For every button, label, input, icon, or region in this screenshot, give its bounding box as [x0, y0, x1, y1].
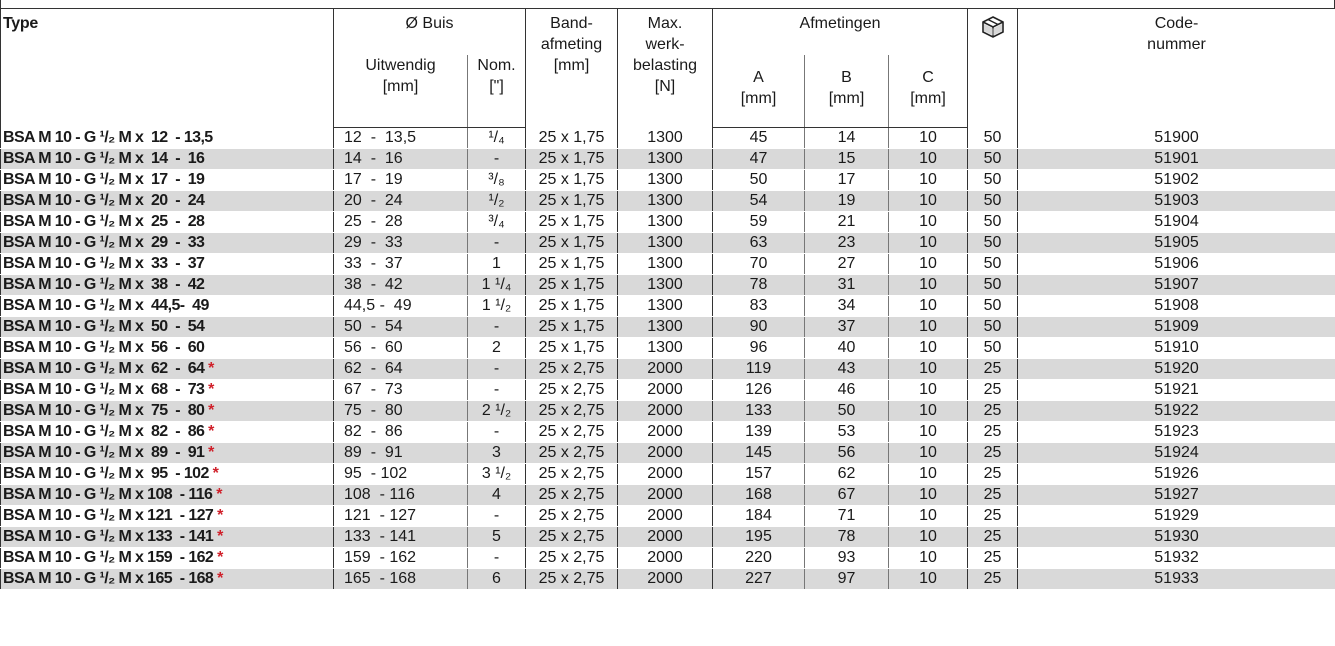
cell-packaging: 50: [968, 149, 1018, 170]
cell-code: 51926: [1018, 464, 1335, 485]
table-row: [1, 443, 1335, 464]
cell-nom: 6: [468, 569, 526, 590]
cell-nom: ¹/₂: [468, 191, 526, 212]
cell-nom: -: [468, 317, 526, 338]
cell-type: BSA M 10 - G ¹/₂ M x 20 - 24: [1, 191, 334, 212]
cell-c: 10: [889, 527, 968, 548]
cell-uitwendig: 44,5 - 49: [334, 296, 468, 317]
cell-type: BSA M 10 - G ¹/₂ M x 82 - 86 *: [1, 422, 334, 443]
note-star: *: [216, 486, 222, 503]
cell-b: 71: [805, 506, 889, 527]
cell-band: 25 x 1,75: [526, 275, 618, 296]
cell-code: 51932: [1018, 548, 1335, 569]
cell-b: 23: [805, 233, 889, 254]
cell-uitwendig: 133 - 141: [334, 527, 468, 548]
cell-packaging: 25: [968, 464, 1018, 485]
cell-band: 25 x 2,75: [526, 569, 618, 590]
cell-nom: -: [468, 380, 526, 401]
cell-type: BSA M 10 - G ¹/₂ M x 33 - 37: [1, 254, 334, 275]
cell-a: 78: [713, 275, 805, 296]
note-star: *: [208, 444, 214, 461]
cell-packaging: 50: [968, 170, 1018, 191]
cell-max-load: 1300: [618, 275, 713, 296]
cell-c: 10: [889, 275, 968, 296]
cell-max-load: 1300: [618, 212, 713, 233]
cell-b: 97: [805, 569, 889, 590]
cell-packaging: 50: [968, 212, 1018, 233]
cell-nom: 4: [468, 485, 526, 506]
table-row: [1, 317, 1335, 338]
cell-max-load: 2000: [618, 548, 713, 569]
cell-a: 96: [713, 338, 805, 359]
note-star: *: [212, 465, 219, 482]
cell-nom: -: [468, 359, 526, 380]
cell-c: 10: [889, 464, 968, 485]
cell-a: 59: [713, 212, 805, 233]
cell-a: 70: [713, 254, 805, 275]
cell-type: BSA M 10 - G ¹/₂ M x 56 - 60: [1, 338, 334, 359]
table-row: [1, 422, 1335, 443]
table-row: [1, 212, 1335, 233]
cell-uitwendig: 12 - 13,5: [334, 128, 468, 149]
cell-max-load: 1300: [618, 254, 713, 275]
cell-a: 126: [713, 380, 805, 401]
cell-type: BSA M 10 - G ¹/₂ M x 133 - 141 *: [1, 527, 334, 548]
cell-c: 10: [889, 296, 968, 317]
cell-band: 25 x 2,75: [526, 401, 618, 422]
cell-nom: 1 ¹/₄: [468, 275, 526, 296]
table-row: [1, 527, 1335, 548]
header-max-load: Max. werk- belasting [N]: [618, 9, 713, 128]
cell-b: 67: [805, 485, 889, 506]
note-star: *: [217, 570, 223, 587]
cell-uitwendig: 67 - 73: [334, 380, 468, 401]
cell-uitwendig: 95 - 102: [334, 464, 468, 485]
cell-uitwendig: 25 - 28: [334, 212, 468, 233]
note-star: *: [208, 423, 214, 440]
cell-max-load: 1300: [618, 296, 713, 317]
note-star: *: [217, 549, 223, 566]
cell-a: 83: [713, 296, 805, 317]
cell-max-load: 2000: [618, 359, 713, 380]
cell-nom: 1: [468, 254, 526, 275]
cell-type: BSA M 10 - G ¹/₂ M x 159 - 162 *: [1, 548, 334, 569]
cell-code: 51933: [1018, 569, 1335, 590]
header-code: Code- nummer: [1018, 9, 1335, 128]
cell-type: BSA M 10 - G ¹/₂ M x 165 - 168 *: [1, 569, 334, 590]
cell-packaging: 25: [968, 422, 1018, 443]
cell-uitwendig: 82 - 86: [334, 422, 468, 443]
cell-nom: 3: [468, 443, 526, 464]
cell-a: 184: [713, 506, 805, 527]
cell-b: 53: [805, 422, 889, 443]
cell-code: 51922: [1018, 401, 1335, 422]
cell-type: BSA M 10 - G ¹/₂ M x 17 - 19: [1, 170, 334, 191]
cell-b: 93: [805, 548, 889, 569]
cell-c: 10: [889, 170, 968, 191]
cell-max-load: 1300: [618, 338, 713, 359]
cell-a: 47: [713, 149, 805, 170]
cell-a: 145: [713, 443, 805, 464]
cell-band: 25 x 1,75: [526, 149, 618, 170]
cell-max-load: 2000: [618, 380, 713, 401]
header-uitwendig: Uitwendig [mm]: [334, 55, 468, 128]
table-row: [1, 170, 1335, 191]
cell-packaging: 25: [968, 380, 1018, 401]
cell-nom: 2 ¹/₂: [468, 401, 526, 422]
cell-uitwendig: 29 - 33: [334, 233, 468, 254]
note-star: *: [208, 360, 214, 377]
cell-c: 10: [889, 149, 968, 170]
table-row: [1, 569, 1335, 590]
cell-packaging: 25: [968, 359, 1018, 380]
cell-code: 51903: [1018, 191, 1335, 212]
cell-max-load: 2000: [618, 443, 713, 464]
table-row: [1, 506, 1335, 527]
cell-uitwendig: 50 - 54: [334, 317, 468, 338]
cell-nom: -: [468, 233, 526, 254]
cell-uitwendig: 75 - 80: [334, 401, 468, 422]
cell-nom: -: [468, 149, 526, 170]
table-row: [1, 464, 1335, 485]
cell-band: 25 x 2,75: [526, 380, 618, 401]
cell-c: 10: [889, 191, 968, 212]
cell-band: 25 x 1,75: [526, 338, 618, 359]
cell-band: 25 x 1,75: [526, 191, 618, 212]
cell-nom: -: [468, 548, 526, 569]
table-row: [1, 296, 1335, 317]
cell-code: 51909: [1018, 317, 1335, 338]
cell-uitwendig: 56 - 60: [334, 338, 468, 359]
cell-band: 25 x 2,75: [526, 359, 618, 380]
table-row: [1, 149, 1335, 170]
cell-band: 25 x 2,75: [526, 506, 618, 527]
cell-type: BSA M 10 - G ¹/₂ M x 12 - 13,5: [1, 128, 334, 149]
cell-c: 10: [889, 212, 968, 233]
cell-packaging: 25: [968, 506, 1018, 527]
table-row: [1, 380, 1335, 401]
cell-c: 10: [889, 569, 968, 590]
cell-code: 51920: [1018, 359, 1335, 380]
cell-packaging: 50: [968, 254, 1018, 275]
cell-nom: 5: [468, 527, 526, 548]
cell-band: 25 x 2,75: [526, 527, 618, 548]
header-buis: Ø Buis: [334, 9, 526, 55]
cell-code: 51900: [1018, 128, 1335, 149]
cell-max-load: 1300: [618, 149, 713, 170]
cell-packaging: 50: [968, 275, 1018, 296]
header-c: C [mm]: [889, 55, 968, 128]
cell-a: 63: [713, 233, 805, 254]
cell-nom: -: [468, 506, 526, 527]
cell-b: 27: [805, 254, 889, 275]
cell-c: 10: [889, 443, 968, 464]
cell-uitwendig: 121 - 127: [334, 506, 468, 527]
cell-b: 34: [805, 296, 889, 317]
cell-packaging: 25: [968, 485, 1018, 506]
product-table: [0, 9, 1335, 590]
cell-c: 10: [889, 506, 968, 527]
cell-a: 195: [713, 527, 805, 548]
table-row: [1, 401, 1335, 422]
table-row: [1, 338, 1335, 359]
cell-type: BSA M 10 - G ¹/₂ M x 50 - 54: [1, 317, 334, 338]
cell-max-load: 1300: [618, 233, 713, 254]
cell-code: 51902: [1018, 170, 1335, 191]
cell-band: 25 x 2,75: [526, 443, 618, 464]
cell-uitwendig: 165 - 168: [334, 569, 468, 590]
note-star: *: [208, 381, 214, 398]
header-packaging: [968, 9, 1018, 128]
table-row: [1, 359, 1335, 380]
table-row: [1, 275, 1335, 296]
note-star: *: [208, 402, 214, 419]
table-row: [1, 128, 1335, 149]
cell-a: 119: [713, 359, 805, 380]
cell-type: BSA M 10 - G ¹/₂ M x 38 - 42: [1, 275, 334, 296]
cell-type: BSA M 10 - G ¹/₂ M x 14 - 16: [1, 149, 334, 170]
cell-type: BSA M 10 - G ¹/₂ M x 68 - 73 *: [1, 380, 334, 401]
cell-band: 25 x 2,75: [526, 422, 618, 443]
cell-c: 10: [889, 485, 968, 506]
cell-max-load: 2000: [618, 422, 713, 443]
cell-nom: 3 ¹/₂: [468, 464, 526, 485]
cell-band: 25 x 1,75: [526, 233, 618, 254]
cell-type: BSA M 10 - G ¹/₂ M x 95 - 102 *: [1, 464, 334, 485]
cell-max-load: 2000: [618, 527, 713, 548]
cell-packaging: 25: [968, 569, 1018, 590]
cell-a: 157: [713, 464, 805, 485]
cell-b: 19: [805, 191, 889, 212]
cell-max-load: 1300: [618, 170, 713, 191]
cell-code: 51910: [1018, 338, 1335, 359]
cell-nom: -: [468, 422, 526, 443]
cell-code: 51927: [1018, 485, 1335, 506]
cell-max-load: 1300: [618, 128, 713, 149]
cell-code: 51901: [1018, 149, 1335, 170]
cell-uitwendig: 108 - 116: [334, 485, 468, 506]
cell-max-load: 2000: [618, 401, 713, 422]
cell-type: BSA M 10 - G ¹/₂ M x 44,5- 49: [1, 296, 334, 317]
cell-band: 25 x 1,75: [526, 212, 618, 233]
cell-code: 51905: [1018, 233, 1335, 254]
cell-b: 15: [805, 149, 889, 170]
cell-c: 10: [889, 128, 968, 149]
cell-code: 51924: [1018, 443, 1335, 464]
table-row: [1, 191, 1335, 212]
cell-code: 51907: [1018, 275, 1335, 296]
cell-max-load: 2000: [618, 485, 713, 506]
cell-band: 25 x 2,75: [526, 548, 618, 569]
cell-code: 51921: [1018, 380, 1335, 401]
cell-band: 25 x 1,75: [526, 254, 618, 275]
cell-type: BSA M 10 - G ¹/₂ M x 29 - 33: [1, 233, 334, 254]
cell-a: 50: [713, 170, 805, 191]
cell-nom: ³/₄: [468, 212, 526, 233]
cell-nom: 2: [468, 338, 526, 359]
cell-uitwendig: 33 - 37: [334, 254, 468, 275]
cell-c: 10: [889, 401, 968, 422]
cell-b: 31: [805, 275, 889, 296]
cell-uitwendig: 14 - 16: [334, 149, 468, 170]
cell-a: 220: [713, 548, 805, 569]
table-row: [1, 254, 1335, 275]
cell-a: 133: [713, 401, 805, 422]
table-row: [1, 233, 1335, 254]
cell-packaging: 50: [968, 338, 1018, 359]
header-afmetingen: Afmetingen: [713, 9, 968, 55]
header-band: Band- afmeting [mm]: [526, 9, 618, 128]
cell-uitwendig: 159 - 162: [334, 548, 468, 569]
cell-packaging: 50: [968, 317, 1018, 338]
table-row: [1, 548, 1335, 569]
cell-band: 25 x 1,75: [526, 317, 618, 338]
cell-packaging: 25: [968, 401, 1018, 422]
cell-max-load: 2000: [618, 506, 713, 527]
cell-c: 10: [889, 233, 968, 254]
cell-a: 168: [713, 485, 805, 506]
cell-band: 25 x 1,75: [526, 128, 618, 149]
cell-max-load: 2000: [618, 569, 713, 590]
cell-c: 10: [889, 338, 968, 359]
cell-b: 40: [805, 338, 889, 359]
cell-code: 51923: [1018, 422, 1335, 443]
cell-b: 50: [805, 401, 889, 422]
cell-packaging: 25: [968, 443, 1018, 464]
cell-b: 14: [805, 128, 889, 149]
cell-packaging: 50: [968, 128, 1018, 149]
note-star: *: [217, 507, 223, 524]
cell-type: BSA M 10 - G ¹/₂ M x 75 - 80 *: [1, 401, 334, 422]
cell-max-load: 1300: [618, 191, 713, 212]
cell-b: 43: [805, 359, 889, 380]
cell-a: 227: [713, 569, 805, 590]
cell-uitwendig: 38 - 42: [334, 275, 468, 296]
cell-code: 51908: [1018, 296, 1335, 317]
header-a: A [mm]: [713, 55, 805, 128]
cell-a: 90: [713, 317, 805, 338]
cell-b: 46: [805, 380, 889, 401]
cell-type: BSA M 10 - G ¹/₂ M x 62 - 64 *: [1, 359, 334, 380]
header-nom: Nom. ["]: [468, 55, 526, 128]
table-top-frame: [0, 0, 1335, 9]
cell-b: 21: [805, 212, 889, 233]
cell-type: BSA M 10 - G ¹/₂ M x 121 - 127 *: [1, 506, 334, 527]
cell-c: 10: [889, 359, 968, 380]
header-b: B [mm]: [805, 55, 889, 128]
cell-b: 56: [805, 443, 889, 464]
header-type: Type: [1, 9, 334, 128]
cell-uitwendig: 17 - 19: [334, 170, 468, 191]
cell-packaging: 50: [968, 296, 1018, 317]
cell-c: 10: [889, 317, 968, 338]
cell-c: 10: [889, 380, 968, 401]
cell-band: 25 x 2,75: [526, 485, 618, 506]
cell-band: 25 x 1,75: [526, 296, 618, 317]
cell-b: 78: [805, 527, 889, 548]
cell-uitwendig: 62 - 64: [334, 359, 468, 380]
cell-type: BSA M 10 - G ¹/₂ M x 89 - 91 *: [1, 443, 334, 464]
cell-c: 10: [889, 422, 968, 443]
cell-a: 45: [713, 128, 805, 149]
cell-code: 51906: [1018, 254, 1335, 275]
cell-band: 25 x 1,75: [526, 170, 618, 191]
cell-a: 139: [713, 422, 805, 443]
cell-type: BSA M 10 - G ¹/₂ M x 25 - 28: [1, 212, 334, 233]
cell-code: 51930: [1018, 527, 1335, 548]
cell-max-load: 2000: [618, 464, 713, 485]
cell-packaging: 50: [968, 233, 1018, 254]
cell-band: 25 x 2,75: [526, 464, 618, 485]
cell-c: 10: [889, 254, 968, 275]
cell-b: 17: [805, 170, 889, 191]
cell-uitwendig: 89 - 91: [334, 443, 468, 464]
cell-type: BSA M 10 - G ¹/₂ M x 108 - 116 *: [1, 485, 334, 506]
cell-packaging: 25: [968, 527, 1018, 548]
package-box-icon: [980, 15, 1006, 41]
note-star: *: [217, 528, 223, 545]
cell-code: 51929: [1018, 506, 1335, 527]
cell-max-load: 1300: [618, 317, 713, 338]
cell-packaging: 25: [968, 548, 1018, 569]
cell-a: 54: [713, 191, 805, 212]
cell-code: 51904: [1018, 212, 1335, 233]
cell-b: 37: [805, 317, 889, 338]
cell-packaging: 50: [968, 191, 1018, 212]
cell-c: 10: [889, 548, 968, 569]
cell-nom: ¹/₄: [468, 128, 526, 149]
cell-nom: ³/₈: [468, 170, 526, 191]
cell-uitwendig: 20 - 24: [334, 191, 468, 212]
table-row: [1, 485, 1335, 506]
cell-nom: 1 ¹/₂: [468, 296, 526, 317]
cell-b: 62: [805, 464, 889, 485]
